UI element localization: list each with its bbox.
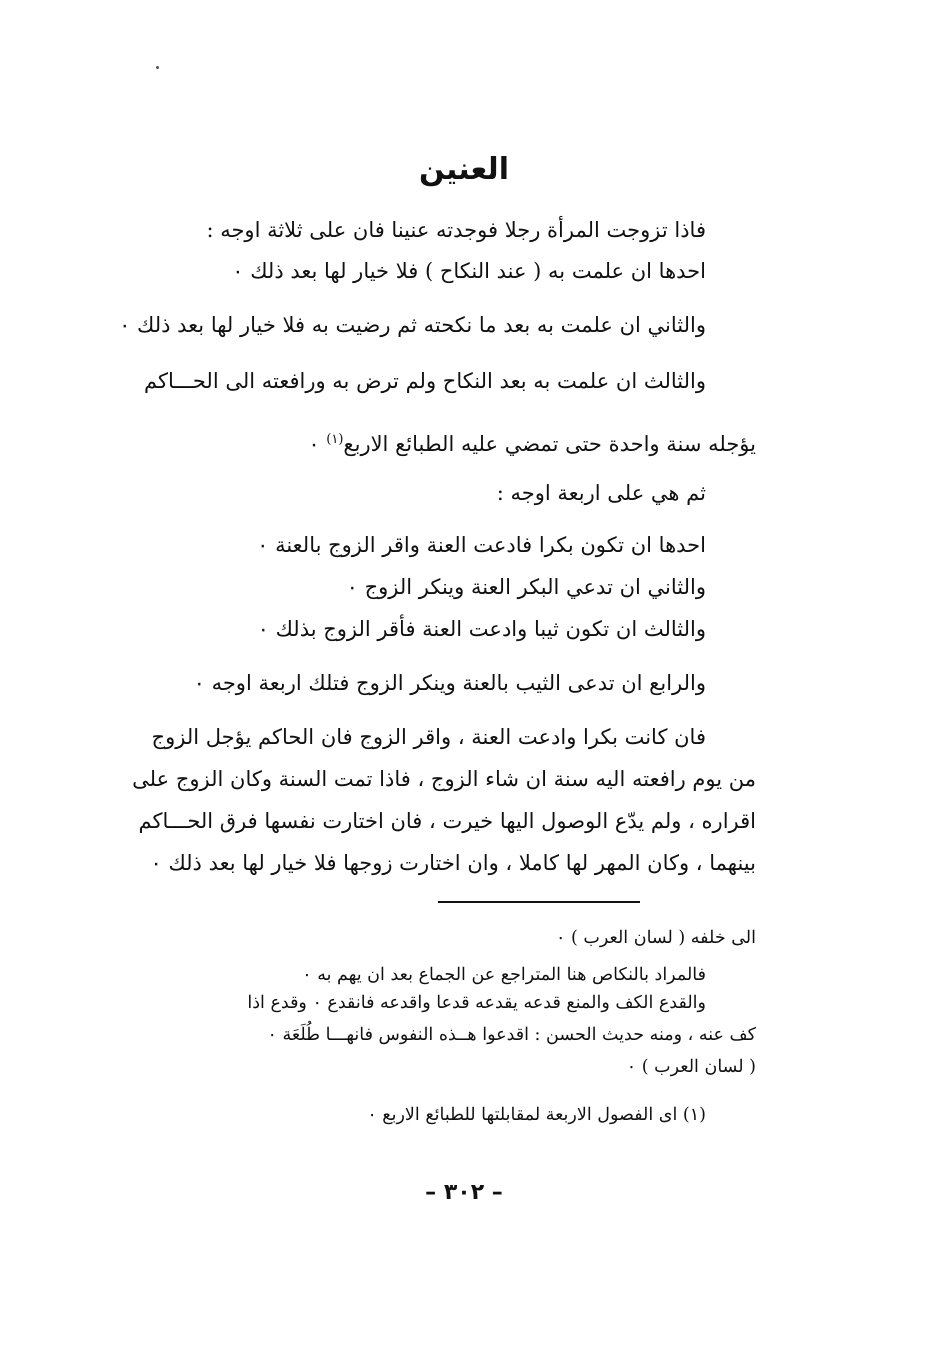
- body-line: ثم هي على اربعة اوجه :: [496, 481, 706, 505]
- footnote-line: الى خلفه ( لسان العرب ) ٠: [556, 928, 756, 948]
- footnote-marker: (١): [326, 432, 344, 447]
- footnote-line: فالمراد بالنكاص هنا المتراجع عن الجماع بعد ان يهم به ٠: [302, 965, 706, 985]
- body-line: فاذا تزوجت المرأة رجلا فوجدته عنينا فان على ثلاثة اوجه :: [206, 218, 706, 242]
- body-line-text: يؤجله سنة واحدة حتى تمضي عليه الطبائع الاربع: [343, 432, 756, 456]
- footnote-line: ( لسان العرب ) ٠: [626, 1057, 756, 1077]
- body-line: [308, 425, 756, 459]
- body-line: احدها ان علمت به ( عند النكاح ) فلا خيار لها بعد ذلك ٠: [232, 259, 706, 283]
- footnote-line: والقدع الكف والمنع قدعه يقدعه قدعا واقدعه فانقدع ٠ وقدع اذا: [247, 993, 706, 1013]
- speck-mark: [156, 66, 159, 69]
- body-line: من يوم رافعته اليه سنة ان شاء الزوج ، فاذا تمت السنة وكان الزوج على: [132, 767, 756, 791]
- footnote-1: (١) اى الفصول الاربعة لمقابلتها للطبائع الاربع ٠: [367, 1105, 706, 1125]
- body-line: والثالث ان تكون ثيبا وادعت العنة فأقر الزوج بذلك ٠: [257, 617, 706, 641]
- body-line: احدها ان تكون بكرا فادعت العنة واقر الزوج بالعنة ٠: [257, 533, 706, 557]
- body-line: اقراره ، ولم يدّع الوصول اليها خيرت ، فان اختارت نفسها فرق الحـــاكم: [138, 809, 756, 833]
- body-line: والثاني ان تدعي البكر العنة وينكر الزوج ٠: [346, 575, 706, 599]
- body-line: بينهما ، وكان المهر لها كاملا ، وان اختارت زوجها فلا خيار لها بعد ذلك ٠: [150, 851, 756, 875]
- body-line: والثالث ان علمت به بعد النكاح ولم ترض به ورافعته الى الحـــاكم: [144, 369, 706, 393]
- section-title: العنين: [419, 152, 509, 187]
- footnote-separator: [438, 901, 640, 903]
- page-number: – ٣٠٢ –: [425, 1180, 503, 1205]
- body-line: والرابع ان تدعى الثيب بالعنة وينكر الزوج فتلك اربعة اوجه ٠: [193, 671, 706, 695]
- body-line: فان كانت بكرا وادعت العنة ، واقر الزوج فان الحاكم يؤجل الزوج: [151, 725, 706, 749]
- line-end-mark: ٠: [308, 432, 320, 456]
- body-line: والثاني ان علمت به بعد ما نكحته ثم رضيت به فلا خيار لها بعد ذلك ٠: [119, 313, 706, 337]
- footnote-line: كف عنه ، ومنه حديث الحسن : اقدعوا هــذه النفوس فانهـــا طُلَعَة ٠: [267, 1025, 756, 1045]
